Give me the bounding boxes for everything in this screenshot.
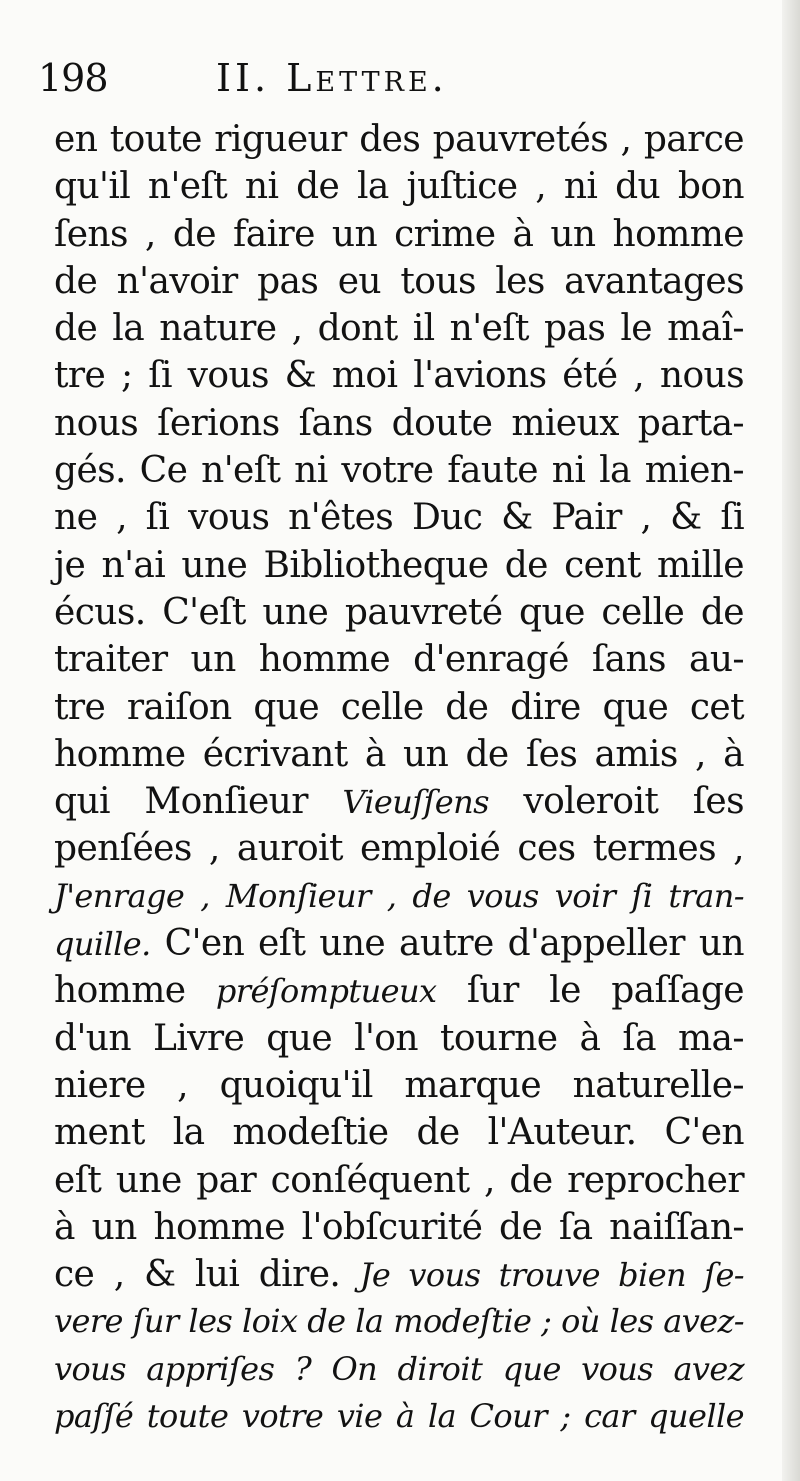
text-line-3: ſens , de faire un crime à un homme bbox=[54, 213, 744, 255]
text-line-24: à un homme l'obſcurité de ſa naiſſan- bbox=[54, 1206, 744, 1248]
text-line-17: J'enrage , Monſieur , de vous voir ſi tran- bbox=[54, 876, 744, 915]
text-line-7: nous ſerions ſans doute mieux parta- bbox=[54, 402, 744, 444]
running-title: II. Lettre. bbox=[216, 56, 448, 100]
italic-quote: Je vous trouve bien ſe- bbox=[359, 1256, 745, 1295]
text-line-19: homme préſomptueux ſur le paſſage bbox=[54, 970, 745, 1012]
text-line-1: en toute rigueur des pauvretés , parce bbox=[54, 119, 744, 160]
text-line-15: qui Monſieur Vieuſſens voleroit ſes bbox=[54, 781, 745, 823]
page-number: 198 bbox=[38, 56, 108, 100]
italic-word: préſomptueux bbox=[215, 972, 437, 1011]
text-line-21: niere , quoiqu'il marque naturelle- bbox=[54, 1064, 744, 1106]
text-line-12: traiter un homme d'enragé ſans au- bbox=[54, 639, 744, 681]
text-line-13: tre raiſon que celle de dire que cet bbox=[54, 686, 744, 728]
text-line-16: penſées , auroit emploié ces termes , bbox=[54, 828, 744, 870]
text-line-26: vere ſur les loix de la modeſtie ; où les avez- bbox=[54, 1302, 744, 1341]
text-line-11: écus. C'eſt une pauvreté que celle de bbox=[54, 591, 744, 633]
italic-name: Vieuſſens bbox=[342, 783, 489, 822]
text-line-8: gés. Ce n'eſt ni votre faute ni la mien- bbox=[54, 450, 744, 492]
text-line-27: vous appriſes ? On diroit que vous avez bbox=[54, 1349, 744, 1388]
italic-quote: quille. bbox=[54, 925, 151, 964]
text-line-20: d'un Livre que l'on tourne à ſa ma- bbox=[54, 1017, 744, 1059]
running-head bbox=[38, 56, 738, 106]
text-line-22: ment la modeſtie de l'Auteur. C'en bbox=[54, 1112, 744, 1154]
text-line-18: quille. C'en eſt une autre d'appeller un bbox=[54, 923, 744, 965]
text-line-28: paſſé toute votre vie à la Cour ; car quelle bbox=[54, 1397, 744, 1436]
text-line-4: de n'avoir pas eu tous les avantages bbox=[54, 260, 744, 302]
body-text bbox=[54, 116, 744, 1440]
text-line-5: de la nature , dont il n'eſt pas le maî- bbox=[54, 308, 744, 350]
text-line-14: homme écrivant à un de ſes amis , à bbox=[54, 733, 744, 775]
text-line-6: tre ; ſi vous & moi l'avions été , nous bbox=[54, 355, 744, 397]
text-line-23: eſt une par conſéquent , de reprocher bbox=[54, 1159, 744, 1201]
text-line-10: je n'ai une Bibliotheque de cent mille bbox=[54, 544, 744, 586]
text-line-9: ne , ſi vous n'êtes Duc & Pair , & ſi bbox=[54, 497, 744, 539]
text-line-2: qu'il n'eſt ni de la juſtice , ni du bon bbox=[54, 166, 744, 208]
page-edge-shadow bbox=[782, 0, 800, 1481]
text-line-25: ce , & lui dire. Je vous trouve bien ſe- bbox=[54, 1254, 745, 1296]
